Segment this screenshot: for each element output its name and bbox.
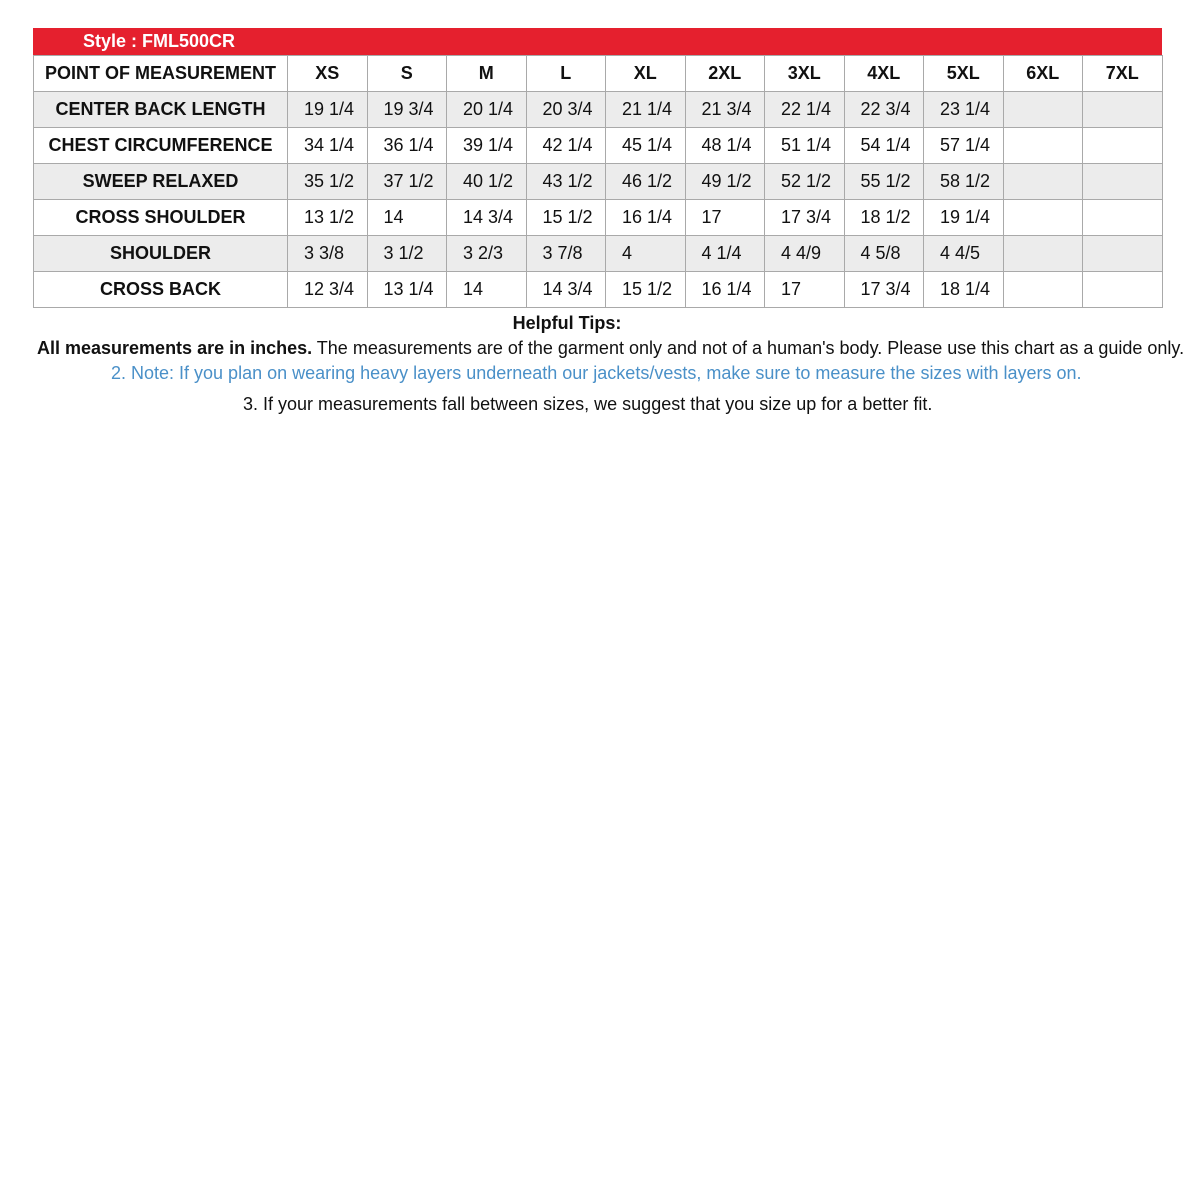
measurement-cell: 46 1/2 — [606, 164, 686, 200]
measurement-cell — [1003, 164, 1083, 200]
measurement-cell: 48 1/4 — [685, 128, 765, 164]
measurement-cell: 13 1/4 — [367, 272, 447, 308]
measurement-cell: 4 1/4 — [685, 236, 765, 272]
measurement-cell: 18 1/2 — [844, 200, 924, 236]
measurement-cell: 3 3/8 — [288, 236, 368, 272]
size-header-xs: XS — [288, 56, 368, 92]
measurement-cell: 21 3/4 — [685, 92, 765, 128]
measurement-cell: 19 1/4 — [288, 92, 368, 128]
tip-2-note: 2. Note: If you plan on wearing heavy layers underneath our jackets/vests, make sure to measure the sizes with layers on. — [111, 363, 1082, 383]
measurement-cell: 14 3/4 — [526, 272, 606, 308]
measurement-cell: 20 1/4 — [447, 92, 527, 128]
row-label: CENTER BACK LENGTH — [34, 92, 288, 128]
measurement-cell — [1083, 272, 1163, 308]
measurement-cell: 4 4/9 — [765, 236, 845, 272]
size-header-l: L — [526, 56, 606, 92]
measurement-cell: 12 3/4 — [288, 272, 368, 308]
measurement-cell — [1003, 128, 1083, 164]
tip-3: 3. If your measurements fall between sizes, we suggest that you size up for a better fit. — [243, 394, 933, 414]
measurement-cell: 43 1/2 — [526, 164, 606, 200]
measurement-cell: 51 1/4 — [765, 128, 845, 164]
measurement-cell: 20 3/4 — [526, 92, 606, 128]
size-header-m: M — [447, 56, 527, 92]
measurement-cell: 4 5/8 — [844, 236, 924, 272]
header-label-cell: POINT OF MEASUREMENT — [34, 56, 288, 92]
tip-1-bold: All measurements are in inches. — [37, 338, 313, 358]
measurement-cell: 17 — [685, 200, 765, 236]
measurement-cell — [1083, 200, 1163, 236]
measurement-cell: 18 1/4 — [924, 272, 1004, 308]
measurement-cell: 15 1/2 — [606, 272, 686, 308]
measurement-cell: 3 1/2 — [367, 236, 447, 272]
measurement-cell: 3 7/8 — [526, 236, 606, 272]
measurement-cell: 23 1/4 — [924, 92, 1004, 128]
size-header-7xl: 7XL — [1083, 56, 1163, 92]
measurement-cell: 19 3/4 — [367, 92, 447, 128]
measurement-cell: 35 1/2 — [288, 164, 368, 200]
measurement-cell: 3 2/3 — [447, 236, 527, 272]
table-row — [34, 92, 1163, 128]
measurement-cell: 57 1/4 — [924, 128, 1004, 164]
measurement-cell — [1003, 236, 1083, 272]
measurement-cell: 54 1/4 — [844, 128, 924, 164]
size-header-xl: XL — [606, 56, 686, 92]
measurement-cell: 17 3/4 — [765, 200, 845, 236]
row-label: SHOULDER — [34, 236, 288, 272]
size-header-5xl: 5XL — [924, 56, 1004, 92]
measurement-cell: 37 1/2 — [367, 164, 447, 200]
size-header-4xl: 4XL — [844, 56, 924, 92]
helpful-tips — [0, 310, 1200, 414]
measurement-cell: 39 1/4 — [447, 128, 527, 164]
measurement-cell — [1003, 200, 1083, 236]
row-label: CROSS BACK — [34, 272, 288, 308]
measurement-cell: 42 1/4 — [526, 128, 606, 164]
row-label: CHEST CIRCUMFERENCE — [34, 128, 288, 164]
measurement-cell: 21 1/4 — [606, 92, 686, 128]
measurement-cell: 4 4/5 — [924, 236, 1004, 272]
tips-title: Helpful Tips: — [512, 313, 622, 333]
measurement-cell: 22 3/4 — [844, 92, 924, 128]
table-row — [34, 128, 1163, 164]
measurement-cell: 13 1/2 — [288, 200, 368, 236]
measurement-table — [33, 55, 1163, 308]
size-chart — [33, 28, 1162, 308]
measurement-cell: 16 1/4 — [685, 272, 765, 308]
measurement-cell: 40 1/2 — [447, 164, 527, 200]
table-row — [34, 200, 1163, 236]
measurement-cell: 55 1/2 — [844, 164, 924, 200]
table-row — [34, 272, 1163, 308]
measurement-cell: 22 1/4 — [765, 92, 845, 128]
measurement-cell: 19 1/4 — [924, 200, 1004, 236]
measurement-cell: 14 — [447, 272, 527, 308]
measurement-cell: 52 1/2 — [765, 164, 845, 200]
measurement-cell: 58 1/2 — [924, 164, 1004, 200]
measurement-cell — [1003, 92, 1083, 128]
table-header-row — [34, 56, 1163, 92]
measurement-cell: 14 3/4 — [447, 200, 527, 236]
measurement-cell: 4 — [606, 236, 686, 272]
size-header-3xl: 3XL — [765, 56, 845, 92]
measurement-cell: 14 — [367, 200, 447, 236]
table-row — [34, 164, 1163, 200]
row-label: CROSS SHOULDER — [34, 200, 288, 236]
measurement-cell: 17 3/4 — [844, 272, 924, 308]
measurement-cell — [1003, 272, 1083, 308]
measurement-cell: 16 1/4 — [606, 200, 686, 236]
style-title-bar — [33, 28, 1162, 55]
style-label: Style : FML500CR — [83, 31, 236, 51]
tip-1 — [37, 336, 1184, 360]
table-row — [34, 236, 1163, 272]
measurement-cell: 49 1/2 — [685, 164, 765, 200]
measurement-cell — [1083, 128, 1163, 164]
measurement-cell: 36 1/4 — [367, 128, 447, 164]
measurement-cell: 15 1/2 — [526, 200, 606, 236]
measurement-cell: 34 1/4 — [288, 128, 368, 164]
measurement-cell: 45 1/4 — [606, 128, 686, 164]
row-label: SWEEP RELAXED — [34, 164, 288, 200]
size-header-6xl: 6XL — [1003, 56, 1083, 92]
measurement-cell: 17 — [765, 272, 845, 308]
measurement-cell — [1083, 92, 1163, 128]
size-header-s: S — [367, 56, 447, 92]
measurement-cell — [1083, 236, 1163, 272]
tip-1-text: The measurements are of the garment only and not of a human's body. Please use this chart as a guide only. — [312, 338, 1185, 358]
table-body — [34, 92, 1163, 308]
measurement-cell — [1083, 164, 1163, 200]
size-header-2xl: 2XL — [685, 56, 765, 92]
